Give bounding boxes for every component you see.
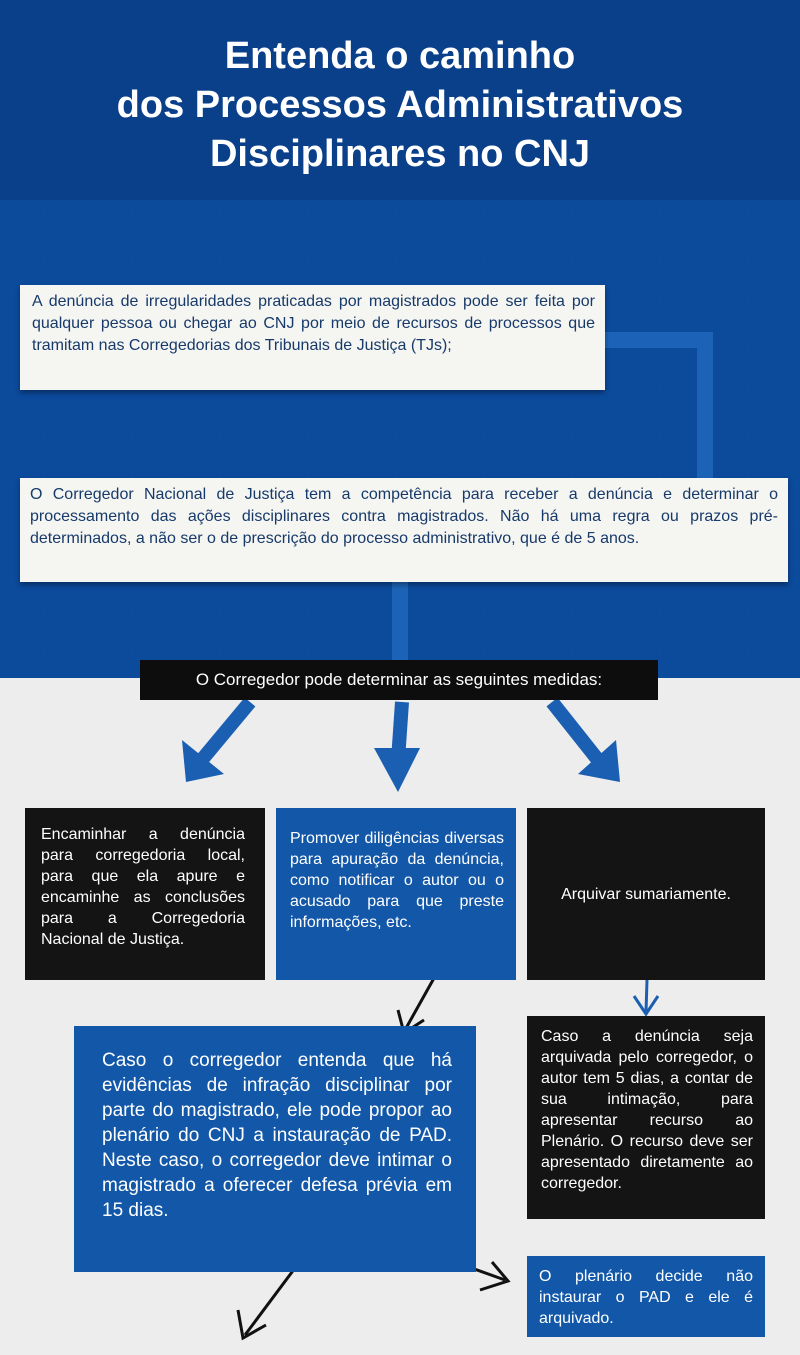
option-forward-box <box>25 808 265 980</box>
pad-proposal-text: Caso o corregedor entenda que há evidências de infração disciplinar por parte do magistrado, ele pode propor ao plenário do CNJ a instauração de PAD. Neste caso, o corregedor deve intimar o magistrado a oferecer defesa prévia em 15 dias. <box>102 1050 452 1221</box>
step-1-box <box>20 285 605 390</box>
measures-label: O Corregedor pode determinar as seguintes medidas: <box>140 660 658 700</box>
page-title <box>0 32 800 179</box>
appeal-box <box>527 1016 765 1219</box>
option-archive-box <box>527 808 765 980</box>
title-line-3: Disciplinares no CNJ <box>209 133 591 175</box>
step-2-box <box>20 478 788 582</box>
title-line-2: dos Processos Administrativos <box>116 84 684 126</box>
option-archive-text: Arquivar sumariamente. <box>561 885 731 903</box>
plenary-no-box <box>527 1256 765 1337</box>
step-1-text: A denúncia de irregularidades praticadas por magistrados pode ser feita por qualquer pessoa ou chegar ao CNJ por meio de recursos de processos que tramitam nas Corregedorias dos Tribunais de Justiça (TJs); <box>32 293 595 354</box>
plenary-no-text: O plenário decide não instaurar o PAD e ele é arquivado. <box>539 1268 753 1327</box>
option-forward-text: Encaminhar a denúncia para corregedoria local, para que ela apure e encaminhe as conclusões para a Corregedoria Nacional de Justiça. <box>41 826 245 948</box>
title-line-1: Entenda o caminho <box>224 35 576 77</box>
option-diligence-box <box>276 808 516 980</box>
appeal-text: Caso a denúncia seja arquivada pelo corregedor, o autor tem 5 dias, a contar de sua intimação, para apresentar recurso ao Plenário. O recurso deve ser apresentado diretamente ao corregedor. <box>541 1028 753 1192</box>
option-diligence-text: Promover diligências diversas para apuração da denúncia, como notificar o autor ou o acusado para que preste informações, etc. <box>290 830 504 931</box>
pad-proposal-box <box>74 1026 476 1272</box>
step-2-text: O Corregedor Nacional de Justiça tem a competência para receber a denúncia e determinar o processamento das ações disciplinares contra magistrados. Não há uma regra ou prazos pré-determinados, a não ser o de prescrição do processo administrativo, que é de 5 anos. <box>30 486 778 547</box>
